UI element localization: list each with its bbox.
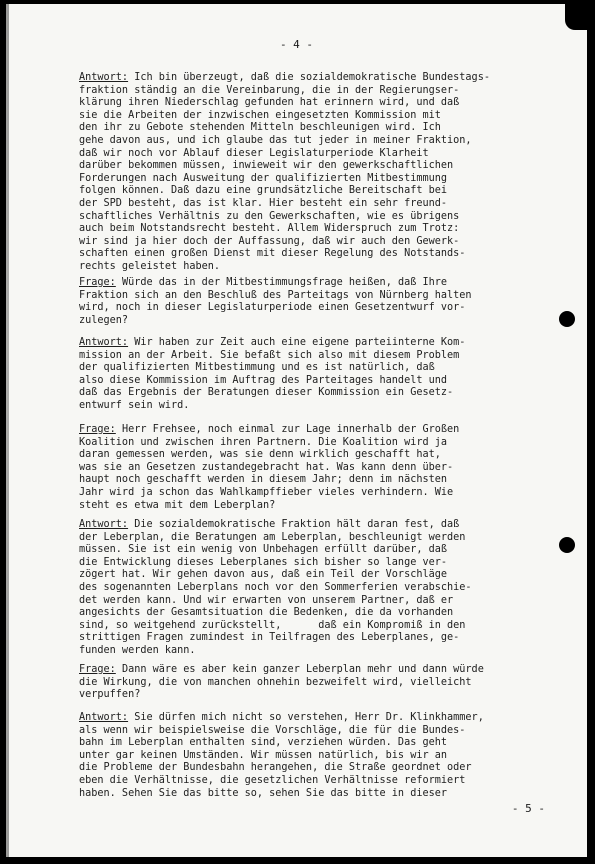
scan-edge-shadow xyxy=(6,4,9,857)
line-text: Sie dürfen mich nicht so verstehen, Herr Dr. Klinkhammer, xyxy=(134,712,484,723)
text-line xyxy=(79,198,563,211)
text-line xyxy=(79,712,563,725)
line-text: Koalition und zwischen ihren Partnern. Die Koalition wird ja xyxy=(79,436,448,448)
text-line xyxy=(79,474,563,487)
line-text: müssen. Sie ist ein wenig von Unbehagen erfüllt darüber, daß xyxy=(79,544,448,556)
line-text: zögert hat. Wir gehen davon aus, daß ein Teil der Vorschläge xyxy=(79,569,448,581)
line-text: schaften einen großen Dienst mit dieser Regelung des Notstands- xyxy=(79,248,466,260)
line-text: gehe davon aus, und ich glaube das tut jeder in meiner Fraktion, xyxy=(79,134,472,146)
text-line xyxy=(79,72,563,85)
text-line xyxy=(79,437,563,450)
text-line xyxy=(79,248,563,261)
line-text: entwurf sein wird. xyxy=(79,399,190,411)
text-line xyxy=(79,544,563,557)
line-text: eben die Verhältnisse, die gesetzlichen Verhältnisse reformiert xyxy=(79,774,466,786)
document-page xyxy=(6,4,587,857)
text-line xyxy=(79,387,563,400)
text-line xyxy=(79,135,563,148)
question-block xyxy=(79,277,563,327)
line-text: det werden kann. Und wir erwarten von unserem Partner, daß er xyxy=(79,594,454,606)
line-text: Ich bin überzeugt, daß die sozialdemokratische Bundestags- xyxy=(134,72,490,83)
question-label: Frage: xyxy=(79,664,116,675)
text-line xyxy=(79,569,563,582)
text-line xyxy=(79,160,563,173)
text-line xyxy=(79,500,563,513)
question-label: Frage: xyxy=(79,277,116,288)
text-line xyxy=(79,607,563,620)
line-text: schaftliches Verhältnis zu den Gewerkschaften, wie es übrigens xyxy=(79,210,460,222)
question-block xyxy=(79,424,563,512)
next-page-marker: - 5 - xyxy=(511,802,545,815)
line-text: fraktion ständig an die Vereinbarung, die in der Regierungser- xyxy=(79,84,460,96)
text-line xyxy=(79,236,563,249)
line-text: klärung ihren Niederschlag gefunden hat erinnern wird, und daß xyxy=(79,97,460,109)
line-text: haupt noch geschafft werden in diesem Jahr; denn im nächsten xyxy=(79,474,448,486)
text-line xyxy=(79,677,563,690)
line-text: auch beim Notstandsrecht besteht. Allem Widerspruch zum Trotz: xyxy=(79,223,460,235)
line-text: zulegen? xyxy=(79,314,129,326)
text-line xyxy=(79,449,563,462)
question-block xyxy=(79,664,563,702)
text-line xyxy=(79,532,563,545)
line-text: daß wir noch vor Ablauf dieser Legislaturperiode Klarheit xyxy=(79,147,429,159)
line-text: des sogenannten Leberplans noch vor den Sommerferien verabschie- xyxy=(79,581,472,593)
text-line xyxy=(79,148,563,161)
text-line xyxy=(79,737,563,750)
scan-corner-mark xyxy=(565,4,587,30)
answer-block xyxy=(79,72,563,274)
answer-block xyxy=(79,712,563,800)
text-line xyxy=(79,689,563,702)
line-text: daran gemessen werden, was sie denn wirklich geschafft hat, xyxy=(79,449,441,461)
punch-hole-lower xyxy=(559,537,575,553)
text-line xyxy=(79,350,563,363)
text-line xyxy=(79,375,563,388)
line-text: Herr Frehsee, noch einmal zur Lage innerhalb der Großen xyxy=(121,424,460,435)
text-line xyxy=(79,775,563,788)
text-line xyxy=(79,302,563,315)
text-line xyxy=(79,487,563,500)
line-text: Wir haben zur Zeit auch eine eigene parteiinterne Kom- xyxy=(134,337,466,348)
text-line xyxy=(79,223,563,236)
line-text: wird, noch in dieser Legislaturperiode einen Gesetzentwurf vor- xyxy=(79,302,466,314)
line-text: als wenn wir beispielsweise die Vorschläge, die für die Bundes- xyxy=(79,724,466,736)
line-text: mission an der Arbeit. Sie befaßt sich also mit diesem Problem xyxy=(79,349,460,361)
line-text: funden werden kann. xyxy=(79,644,196,656)
text-line xyxy=(79,424,563,437)
text-line xyxy=(79,315,563,328)
line-text: die Probleme der Bundesbahn herangehen, die Straße geordnet oder xyxy=(79,762,472,774)
punch-hole-upper xyxy=(559,311,575,327)
line-text: der Leberplan, die Beratungen am Leberplan, beschleunigt werden xyxy=(79,531,466,543)
line-text: haben. Sehen Sie das bitte so, sehen Sie das bitte in dieser xyxy=(79,787,448,799)
text-line xyxy=(79,97,563,110)
text-line xyxy=(79,110,563,123)
line-text: strittigen Fragen zumindest in Teilfragen des Leberplanes, ge- xyxy=(79,632,460,644)
line-text: bahn im Leberplan enthalten sind, verziehen würden. Das geht xyxy=(79,737,448,749)
line-text: den ihr zu Gebote stehenden Mitteln beschleunigen wird. Ich xyxy=(79,122,441,134)
question-label: Frage: xyxy=(79,424,116,435)
text-line xyxy=(79,462,563,475)
text-line xyxy=(79,620,563,633)
text-line xyxy=(79,632,563,645)
line-text: der SPD besteht, das ist klar. Hier besteht ein sehr freund- xyxy=(79,197,448,209)
answer-block xyxy=(79,519,563,658)
answer-label: Antwort: xyxy=(79,72,129,83)
text-line xyxy=(79,85,563,98)
text-line xyxy=(79,337,563,350)
text-line xyxy=(79,277,563,290)
text-line xyxy=(79,185,563,198)
line-text: Dann wäre es aber kein ganzer Leberplan mehr und dann würde xyxy=(121,664,484,675)
line-text: darüber bekommen müssen, inwieweit wir den gewerkschaftlichen xyxy=(79,160,454,172)
line-text: die Entwicklung dieses Leberplanes sich bisher so lange ver- xyxy=(79,556,448,568)
text-line xyxy=(79,788,563,801)
line-text: was sie an Gesetzen zustandegebracht hat. Was kann denn über- xyxy=(79,461,454,473)
text-line xyxy=(79,750,563,763)
line-text: folgen können. Daß dazu eine grundsätzliche Bereitschaft bei xyxy=(79,185,448,197)
line-text: Forderungen nach Ausweitung der qualifizierten Mitbestimmung xyxy=(79,172,448,184)
line-text: angesichts der Gesamtsituation die Bedenken, die da vorhanden xyxy=(79,607,454,619)
text-line xyxy=(79,762,563,775)
text-line xyxy=(79,664,563,677)
line-text: sie die Arbeiten der inzwischen eingesetzten Kommission mit xyxy=(79,109,441,121)
line-text: unter gar keinen Umständen. Wir müssen natürlich, bis wir an xyxy=(79,749,448,761)
text-line xyxy=(79,400,563,413)
answer-label: Antwort: xyxy=(79,337,129,348)
text-line xyxy=(79,725,563,738)
line-text: Fraktion sich an den Beschluß des Parteitags von Nürnberg halten xyxy=(79,289,472,301)
answer-block xyxy=(79,337,563,413)
line-text: Jahr wird ja schon das Wahlkampffieber vieles verhindern. Wie xyxy=(79,486,454,498)
text-line xyxy=(79,595,563,608)
text-line xyxy=(79,261,563,274)
answer-label: Antwort: xyxy=(79,712,129,723)
line-text: der qualifizierten Mitbestimmung und es ist natürlich, daß xyxy=(79,362,435,374)
line-text: daß das Ergebnis der Beratungen dieser Kommission ein Gesetz- xyxy=(79,387,454,399)
text-line xyxy=(79,362,563,375)
line-text: also diese Kommission im Auftrag des Parteitages handelt und xyxy=(79,374,448,386)
text-line xyxy=(79,645,563,658)
text-line xyxy=(79,122,563,135)
line-text: wir sind ja hier doch der Auffassung, daß wir auch den Gewerk- xyxy=(79,235,460,247)
page-number: - 4 - xyxy=(279,38,314,51)
answer-label: Antwort: xyxy=(79,519,129,530)
text-line xyxy=(79,173,563,186)
text-line xyxy=(79,519,563,532)
line-text: Würde das in der Mitbestimmungsfrage heißen, daß Ihre xyxy=(121,277,448,288)
line-text: steht es etwa mit dem Leberplan? xyxy=(79,499,276,511)
line-text: sind, so weitgehend zurückstellt, daß ein Kompromiß in den xyxy=(79,619,466,631)
line-text: die Wirkung, die von manchen ohnehin bezweifelt wird, vielleicht xyxy=(79,676,472,688)
text-line xyxy=(79,582,563,595)
line-text: verpuffen? xyxy=(79,689,141,701)
line-text: rechts geleistet haben. xyxy=(79,260,221,272)
text-line xyxy=(79,211,563,224)
text-line xyxy=(79,290,563,303)
text-line xyxy=(79,557,563,570)
line-text: Die sozialdemokratische Fraktion hält daran fest, daß xyxy=(134,519,460,530)
